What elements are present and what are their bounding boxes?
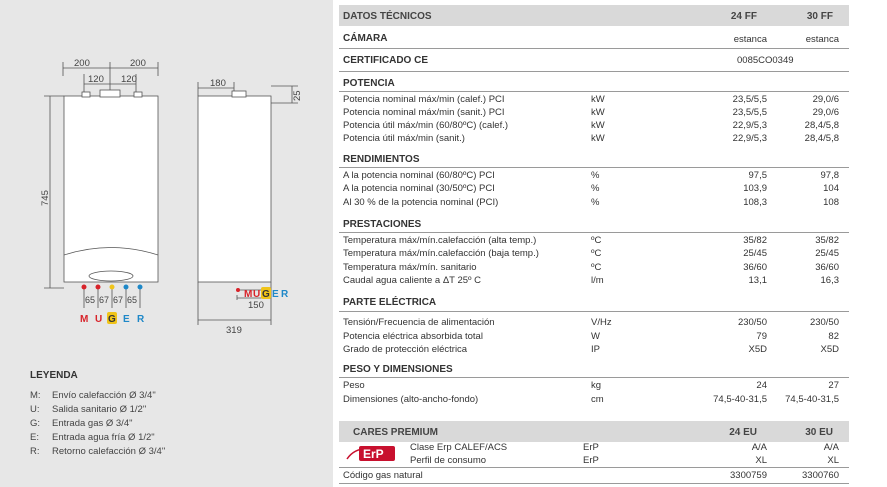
dim-front-i-left: 120	[88, 74, 104, 85]
table-row: A la potencia nominal (30/50ºC) PCI % 103,9 104	[343, 183, 839, 194]
cares-col-2: 30 EU	[805, 427, 833, 438]
table-row: Clase Erp CALEF/ACS ErP A/A A/A	[410, 442, 839, 453]
dim-spacing-2: 67	[99, 295, 110, 305]
camara-label: CÁMARA	[343, 33, 388, 44]
section-title: POTENCIA	[343, 78, 395, 89]
section-title: PRESTACIONES	[343, 219, 422, 230]
dim-spacing-3: 67	[113, 295, 124, 305]
diagram-panel	[0, 0, 333, 487]
erp-logo-text: ErP	[363, 447, 384, 461]
legend-item: R: Retorno calefacción Ø 3/4"	[30, 446, 166, 457]
table-row: Grado de protección eléctrica IP X5D X5D	[343, 344, 839, 355]
letter-U: U	[95, 314, 103, 325]
table-row: Temperatura máx/mín.calefacción (baja temp.) ºC 25/45 25/45	[343, 248, 839, 259]
certificado-value: 0085CO0349	[737, 55, 794, 66]
camara-values: estanca estanca	[733, 34, 839, 45]
table-row: Potencia útil máx/min (sanit.) kW 22,9/5,3 28,4/5,8	[343, 133, 839, 144]
cares-title: CARES PREMIUM	[353, 427, 439, 438]
section-title: PESO Y DIMENSIONES	[343, 364, 453, 375]
table-row: Al 30 % de la potencia nominal (PCI) % 108,3 108	[343, 197, 839, 208]
dim-spacing-4: 65	[127, 295, 138, 305]
dim-spacing-1: 65	[85, 295, 96, 305]
table-row: Peso kg 24 27	[343, 380, 839, 391]
section-title: RENDIMIENTOS	[343, 154, 420, 165]
table-row: Temperatura máx/mín. sanitario ºC 36/60 36/60	[343, 262, 839, 273]
table-row: Código gas natural 3300759 3300760	[343, 470, 839, 481]
dim-side-bottom-offset: 150	[248, 300, 264, 311]
table-row: Potencia útil máx/min (60/80ºC) (calef.) kW 22,9/5,3 28,4/5,8	[343, 120, 839, 131]
side-letter-U: U	[253, 289, 261, 300]
erp-logo-icon	[345, 443, 397, 463]
table-row: Temperatura máx/mín.calefacción (alta temp.) ºC 35/82 35/82	[343, 235, 839, 246]
dim-side-depth-small: 25	[292, 90, 303, 101]
table-row: Caudal agua caliente a ΔT 25º C l/m 13,1 16,3	[343, 275, 839, 286]
letter-G: G	[108, 314, 116, 325]
dim-front-i-right: 120	[121, 74, 137, 85]
table-row: Potencia nominal máx/min (sanit.) PCI kW 23,5/5,5 29,0/6	[343, 107, 839, 118]
col-header-2: 30 FF	[806, 11, 833, 22]
dim-front-height: 745	[40, 190, 51, 206]
letter-R: R	[137, 314, 145, 325]
table-row: Potencia nominal máx/min (calef.) PCI kW 23,5/5,5 29,0/6	[343, 94, 839, 105]
letter-E: E	[123, 314, 130, 325]
side-letter-M: M	[244, 289, 253, 300]
dim-front-w-right: 200	[130, 58, 146, 69]
side-letter-G: G	[262, 289, 270, 300]
table-title: DATOS TÉCNICOS	[343, 11, 432, 22]
dim-side-top: 180	[210, 78, 226, 89]
legend-item: E: Entrada agua fría Ø 1/2"	[30, 432, 155, 443]
front-view	[44, 62, 158, 308]
side-letter-R: R	[281, 289, 289, 300]
col-header-1: 24 FF	[730, 11, 757, 22]
section-title: PARTE ELÉCTRICA	[343, 297, 437, 308]
cares-col-1: 24 EU	[729, 427, 757, 438]
legend-title: LEYENDA	[30, 370, 78, 381]
legend-item: U: Salida sanitario Ø 1/2"	[30, 404, 147, 415]
boiler-dimension-diagram	[0, 0, 333, 360]
side-letter-E: E	[272, 289, 279, 300]
dim-side-depth: 319	[226, 325, 242, 336]
legend-item: M: Envío calefacción Ø 3/4"	[30, 390, 156, 401]
table-row: Perfil de consumo ErP XL XL	[410, 455, 839, 466]
certificado-label: CERTIFICADO CE	[343, 55, 428, 66]
legend-item: G: Entrada gas Ø 3/4"	[30, 418, 133, 429]
spec-table	[333, 0, 887, 487]
letter-M: M	[80, 314, 89, 325]
table-header	[339, 5, 849, 26]
dim-front-w-left: 200	[74, 58, 90, 69]
cares-header	[339, 421, 849, 442]
table-row: Potencia eléctrica absorbida total W 79 82	[343, 331, 839, 342]
table-row: Dimensiones (alto-ancho-fondo) cm 74,5-40-31,5 74,5-40-31,5	[343, 394, 839, 405]
table-row: Tensión/Frecuencia de alimentación V/Hz 230/50 230/50	[343, 317, 839, 328]
table-row: A la potencia nominal (60/80ºC) PCI % 97,5 97,8	[343, 170, 839, 181]
